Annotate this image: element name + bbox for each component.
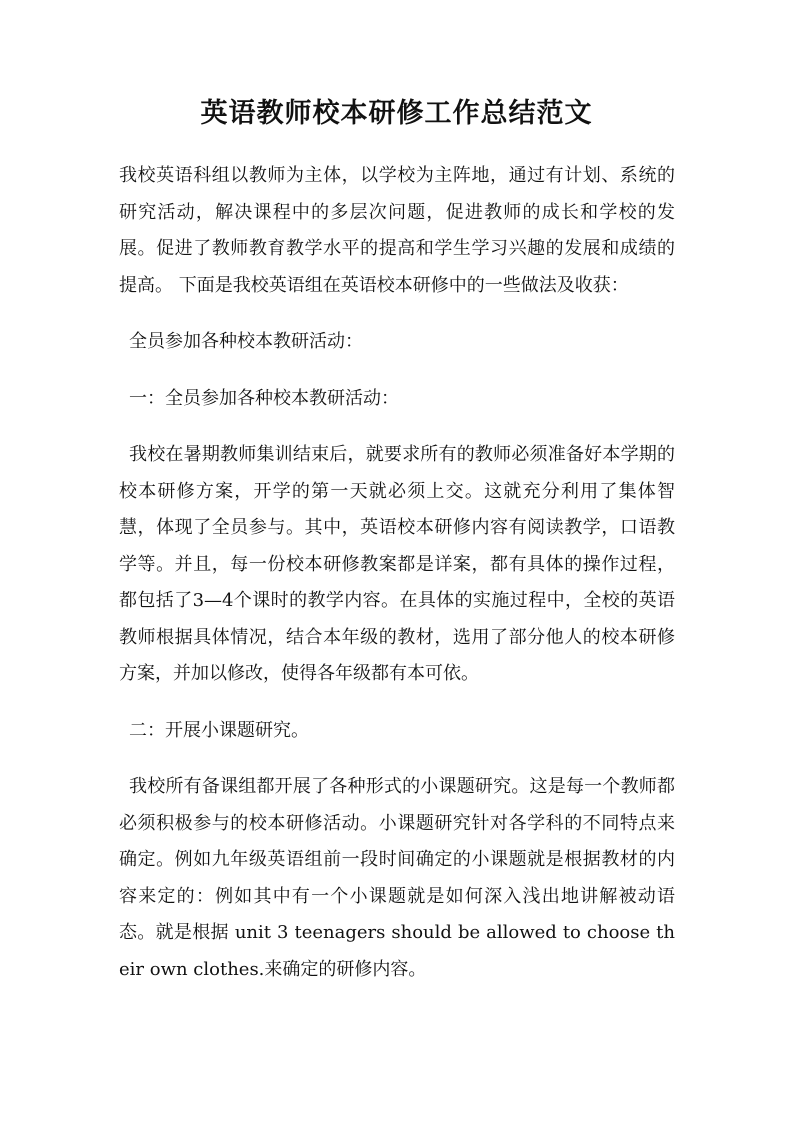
intro-paragraph: 我校英语科组以教师为主体，以学校为主阵地，通过有计划、系统的研究活动，解决课程中的多层次问题，促进教师的成长和学校的发展。促进了教师教育教学水平的提高和学生学习兴趣的发展和成绩的提高。 下面是我校英语组在英语校本研修中的一些做法及收获： (119, 165, 675, 296)
section-intro-heading: 全员参加各种校本教研活动： (129, 331, 363, 352)
section-two-heading: 二：开展小课题研究。 (129, 719, 309, 741)
document-title: 英语教师校本研修工作总结范文 (200, 98, 593, 129)
section-two-paragraph: 我校所有备课组都开展了各种形式的小课题研究。这是每一个教师都必须积极参与的校本研修活动。小课题研究针对各学科的不同特点来确定。例如九年级英语组前一段时间确定的小课题就是根据教材的内容来定的：例如其中有一个小课题就是如何深入浅出地讲解被动语态。就是根据 unit 3 teenagers should be allowed to choose their own clothes.来确定的研修内容。 (119, 776, 675, 980)
section-one-paragraph: 我校在暑期教师集训结束后，就要求所有的教师必须准备好本学期的校本研修方案，开学的第一天就必须上交。这就充分利用了集体智慧，体现了全员参与。其中，英语校本研修内容有阅读教学，口语教学等。并且，每一份校本研修教案都是详案，都有具体的操作过程，都包括了3—4个课时的教学内容。在具体的实施过程中，全校的英语教师根据具体情况，结合本年级的教材，选用了部分他人的校本研修方案，并加以修改，使得各年级都有本可依。 (119, 444, 675, 684)
section-one-heading: 一：全员参加各种校本教研活动： (129, 387, 399, 409)
document-body (119, 158, 675, 1008)
